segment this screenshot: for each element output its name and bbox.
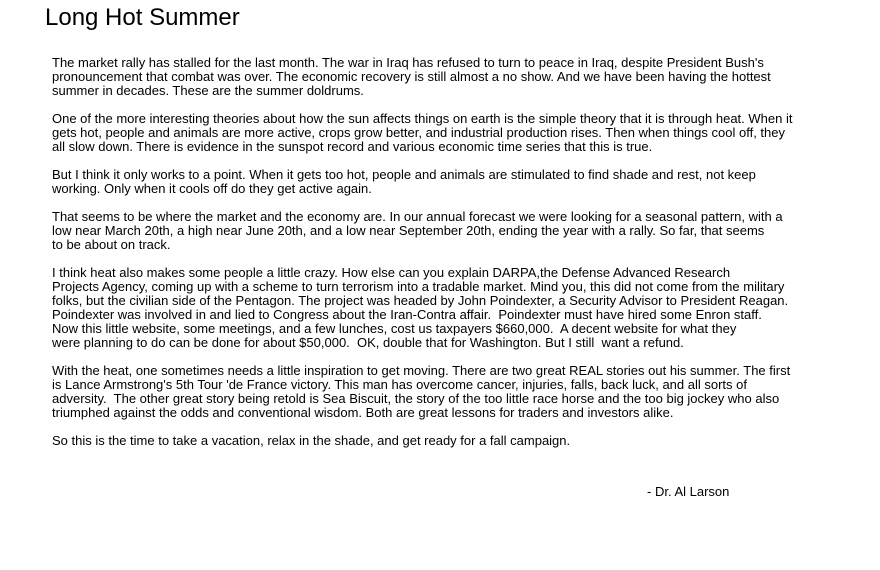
paragraph-line: all slow down. There is evidence in the sunspot record and various economic time series that this is true. xyxy=(52,139,653,154)
paragraph-line: summer in decades. These are the summer doldrums. xyxy=(52,83,364,98)
paragraph-line: triumphed against the odds and conventional wisdom. Both are great lessons for traders and investors alike. xyxy=(52,405,674,420)
article-body xyxy=(52,56,872,462)
paragraph-5 xyxy=(52,266,872,350)
paragraph-line: adversity. The other great story being retold is Sea Biscuit, the story of the too little race horse and the too big jockey who also xyxy=(52,391,780,406)
paragraph-line: is Lance Armstrong's 5th Tour 'de France victory. This man has overcome cancer, injuries, falls, back luck, and all sorts of xyxy=(52,377,747,392)
paragraph-line: One of the more interesting theories about how the sun affects things on earth is the simple theory that it is through heat. When it xyxy=(52,111,793,126)
paragraph-line: were planning to do can be done for about $50,000. OK, double that for Washington. But I still want a refund. xyxy=(52,335,684,350)
author-signature: - Dr. Al Larson xyxy=(647,484,730,499)
paragraph-6 xyxy=(52,364,872,420)
paragraph-line: So this is the time to take a vacation, relax in the shade, and get ready for a fall campaign. xyxy=(52,433,571,448)
paragraph-line: Projects Agency, coming up with a scheme to turn terrorism into a tradable market. Mind you, this did not come from the military xyxy=(52,279,785,294)
article-title: Long Hot Summer xyxy=(45,4,240,31)
paragraph-4 xyxy=(52,210,872,252)
paragraph-line: pronouncement that combat was over. The economic recovery is still almost a no show. And we have been having the hottest xyxy=(52,69,771,84)
paragraph-7 xyxy=(52,434,872,448)
paragraph-1 xyxy=(52,56,872,98)
paragraph-line: to be about on track. xyxy=(52,237,171,252)
paragraph-3 xyxy=(52,168,872,196)
paragraph-line: With the heat, one sometimes needs a little inspiration to get moving. There are two great REAL stories out his summer. The first xyxy=(52,363,791,378)
paragraph-line: working. Only when it cools off do they get active again. xyxy=(52,181,372,196)
paragraph-line: The market rally has stalled for the last month. The war in Iraq has refused to turn to peace in Iraq, despite President Bush's xyxy=(52,55,764,70)
paragraph-line: Poindexter was involved in and lied to Congress about the Iran-Contra affair. Poindexter must have hired some Enron staff. xyxy=(52,307,762,322)
paragraph-line: But I think it only works to a point. When it gets too hot, people and animals are stimulated to find shade and rest, not keep xyxy=(52,167,756,182)
paragraph-line: That seems to be where the market and the economy are. In our annual forecast we were looking for a seasonal pattern, with a xyxy=(52,209,783,224)
paragraph-line: Now this little website, some meetings, and a few lunches, cost us taxpayers $660,000. A decent website for what they xyxy=(52,321,737,336)
paragraph-line: gets hot, people and animals are more active, crops grow better, and industrial production rises. Then when things cool off, they xyxy=(52,125,785,140)
paragraph-line: low near March 20th, a high near June 20th, and a low near September 20th, ending the year with a rally. So far, that seems xyxy=(52,223,765,238)
paragraph-line: I think heat also makes some people a little crazy. How else can you explain DARPA,the Defense Advanced Research xyxy=(52,265,731,280)
paragraph-2 xyxy=(52,112,872,154)
paragraph-line: folks, but the civilian side of the Pentagon. The project was headed by John Poindexter, a Security Advisor to President Reagan. xyxy=(52,293,789,308)
